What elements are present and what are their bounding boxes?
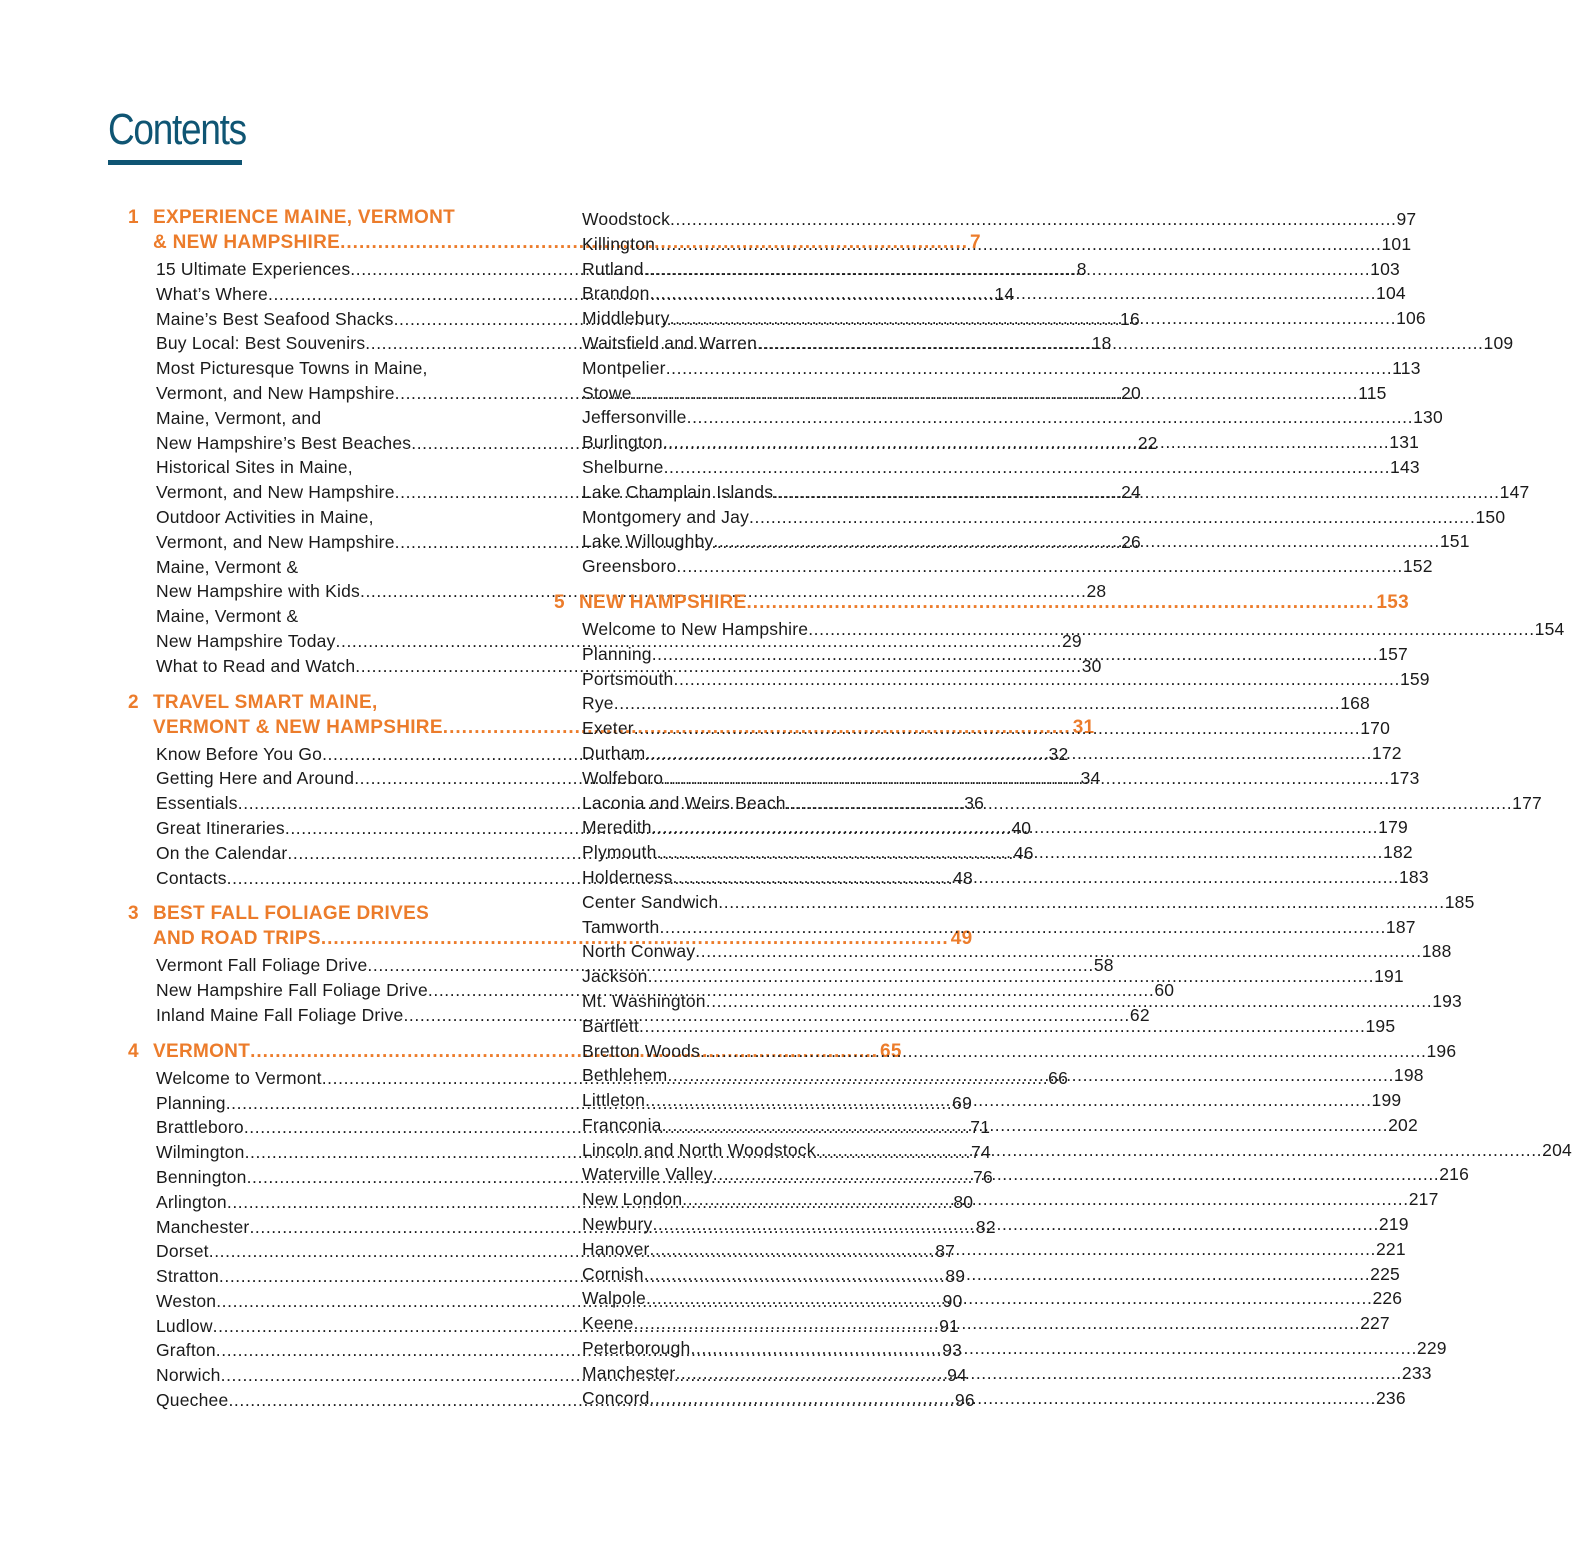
dot-leader <box>663 430 1389 455</box>
toc-entry-title: Vermont Fall Foliage Drive <box>156 955 368 976</box>
toc-entry-title: Shelburne <box>582 456 664 477</box>
toc-entry-title: Walpole <box>582 1288 646 1309</box>
toc-entry[interactable] <box>582 405 1443 430</box>
toc-entry-title: Franconia <box>582 1114 662 1135</box>
toc-page-number: 101 <box>1381 233 1412 254</box>
toc-page-number: 143 <box>1390 456 1420 477</box>
dot-leader <box>718 890 1444 915</box>
toc-page-number: 69 <box>952 1092 973 1113</box>
toc-entry-line <box>156 356 500 381</box>
toc-entry-line <box>582 667 1430 692</box>
dot-leader <box>786 791 1512 816</box>
toc-page-number: 183 <box>1398 866 1429 887</box>
toc-page-number: 76 <box>973 1166 993 1187</box>
chapter-title-text: BEST FALL FOLIAGE DRIVES <box>153 903 430 925</box>
toc-page-number: 26 <box>1121 531 1141 552</box>
toc-entry[interactable] <box>582 207 1417 232</box>
chapter-title-text: TRAVEL SMART MAINE, <box>153 691 378 713</box>
toc-page-number: 87 <box>935 1241 956 1262</box>
chapter-page-number: 153 <box>1376 591 1410 613</box>
toc-entry-title: Manchester <box>156 1216 250 1237</box>
chapter-number: 2 <box>128 691 139 713</box>
dot-leader <box>773 480 1499 505</box>
toc-page-number: 170 <box>1360 718 1391 739</box>
toc-entry-title: Bethlehem <box>582 1065 668 1086</box>
dot-leader <box>645 741 1371 766</box>
dot-leader <box>757 331 1483 356</box>
toc-page-number: 225 <box>1370 1263 1400 1284</box>
dot-leader <box>644 257 1370 282</box>
toc-entry-title: Weston <box>156 1290 217 1311</box>
toc-page-number: 131 <box>1389 432 1420 453</box>
toc-page-number: 29 <box>1061 630 1082 651</box>
toc-entry[interactable] <box>582 505 1506 530</box>
toc-entry-title: New Hampshire Today <box>156 630 336 651</box>
toc-entry-title: Buy Local: Best Souvenirs <box>156 333 366 354</box>
toc-entry[interactable] <box>582 232 1412 257</box>
dot-leader <box>646 1286 1372 1311</box>
toc-entry[interactable] <box>582 554 1433 579</box>
toc-entry-title: What’s Where <box>156 283 268 304</box>
toc-page-number: 233 <box>1401 1362 1432 1383</box>
toc-entry-title: Keene <box>582 1313 634 1334</box>
toc-page-number: 172 <box>1371 742 1402 763</box>
toc-entry-title: Brandon <box>582 283 650 304</box>
toc-page-number: 24 <box>1121 482 1141 503</box>
toc-entry-title: Welcome to New Hampshire <box>582 618 809 639</box>
toc-entry-title: Wolfeboro <box>582 767 664 788</box>
toc-entry-title: Brattleboro <box>156 1117 244 1138</box>
toc-page-number: 216 <box>1439 1164 1470 1185</box>
chapter-title <box>579 590 1409 615</box>
toc-entry-title: Cornish <box>582 1263 644 1284</box>
toc-entry-line <box>582 257 1400 282</box>
toc-page-number: 187 <box>1385 916 1416 937</box>
toc-page-number: 173 <box>1389 767 1420 788</box>
toc-entry-title: Welcome to Vermont <box>156 1067 322 1088</box>
dot-leader <box>650 1386 1376 1411</box>
toc-entry-title: Portsmouth <box>582 668 674 689</box>
toc-entry[interactable] <box>582 890 1475 915</box>
dot-leader <box>808 617 1534 642</box>
toc-page-number: 130 <box>1413 407 1443 428</box>
chapter-title-text: VERMONT <box>153 1040 251 1062</box>
dot-leader <box>663 766 1389 791</box>
chapter-number: 1 <box>128 207 139 228</box>
toc-page-number: 104 <box>1376 283 1406 304</box>
toc-page-number: 66 <box>1048 1067 1069 1088</box>
toc-page-number: 229 <box>1416 1338 1447 1359</box>
toc-entry-title: Montgomery and Jay <box>582 506 750 527</box>
toc-page-number: 34 <box>1080 768 1101 789</box>
toc-entry-title: Contacts <box>156 867 227 888</box>
toc-entry-title: Know Before You Go <box>156 743 323 764</box>
toc-entry-title: On the Calendar <box>156 842 288 863</box>
toc-entry[interactable] <box>582 1039 1457 1064</box>
toc-entry-title: North Conway <box>582 941 696 962</box>
toc-entry-title: Jeffersonville <box>582 407 687 428</box>
dot-leader <box>664 455 1390 480</box>
toc-page-number: 103 <box>1370 258 1400 279</box>
dot-leader <box>676 554 1402 579</box>
toc-page-number: 113 <box>1392 357 1421 378</box>
toc-page-number: 193 <box>1432 990 1462 1011</box>
toc-page-number: 168 <box>1340 693 1370 714</box>
toc-page-number: 227 <box>1360 1313 1390 1334</box>
toc-page-number: 236 <box>1376 1387 1406 1408</box>
dot-leader <box>713 1162 1439 1187</box>
toc-entry-title: Stratton <box>156 1266 219 1287</box>
toc-page-number: 91 <box>939 1315 959 1336</box>
toc-entry-line <box>582 890 1475 915</box>
toc-page-number: 157 <box>1378 643 1408 664</box>
toc-page-number: 152 <box>1402 556 1433 577</box>
chapter-title-text: EXPERIENCE MAINE, VERMONT <box>153 207 456 228</box>
toc-entry-title: Bartlett <box>582 1015 640 1036</box>
toc-entry-title: Planning <box>156 1092 226 1113</box>
toc-page-number: 150 <box>1475 506 1506 527</box>
toc-page-number: 28 <box>1086 581 1107 602</box>
toc-entry[interactable] <box>582 455 1420 480</box>
chapter-title-line <box>579 590 1409 615</box>
toc-entry-line <box>582 554 1433 579</box>
toc-page-number: 196 <box>1426 1040 1457 1061</box>
dot-leader <box>747 590 1375 615</box>
toc-entry-title: Essentials <box>156 793 238 814</box>
toc-entry-line <box>156 579 1107 604</box>
toc-entry-title: Lake Champlain Islands <box>582 481 774 502</box>
toc-page-number: 226 <box>1372 1288 1403 1309</box>
dot-leader <box>632 381 1358 406</box>
dot-leader <box>673 865 1399 890</box>
toc-page-number: 202 <box>1388 1114 1418 1135</box>
toc-page-number: 179 <box>1378 817 1408 838</box>
toc-page-number: 188 <box>1421 941 1452 962</box>
toc-entry-title: Plymouth <box>582 842 657 863</box>
dot-leader <box>690 1336 1416 1361</box>
toc-page-number: 60 <box>1154 980 1175 1001</box>
toc-entry-title: Stowe <box>582 382 632 403</box>
toc-page-number: 191 <box>1374 966 1404 987</box>
toc-entry-title: Vermont, and New Hampshire <box>156 482 395 503</box>
toc-entry-title: Middlebury <box>582 308 670 329</box>
toc-entry-line <box>582 405 1443 430</box>
toc-entry-title: Grafton <box>156 1340 216 1361</box>
toc-entry[interactable] <box>582 667 1430 692</box>
toc-entry-title: Planning <box>582 643 652 664</box>
dot-leader <box>652 1212 1378 1237</box>
toc-entry-line <box>582 207 1417 232</box>
dot-leader <box>675 1361 1401 1386</box>
toc-page-number: 97 <box>1396 209 1417 229</box>
toc-entry-line <box>582 455 1420 480</box>
toc-entry-title: Most Picturesque Towns in Maine, <box>156 358 428 379</box>
toc-entry-title: Norwich <box>156 1365 221 1386</box>
toc-page-number: 221 <box>1376 1238 1406 1259</box>
toc-page-number: 147 <box>1499 481 1530 502</box>
toc-page-number: 62 <box>1129 1004 1150 1025</box>
toc-page-number: 14 <box>994 283 1015 304</box>
toc-entry-title: New Hampshire’s Best Beaches <box>156 432 412 453</box>
toc-entry-title: Waitsfield and Warren <box>582 332 758 353</box>
toc-entry-title: Center Sandwich <box>582 891 719 912</box>
toc-entry-title: Bretton Woods <box>582 1040 701 1061</box>
toc-page-number: 159 <box>1399 668 1430 689</box>
dot-leader <box>639 1014 1365 1039</box>
toc-page-number: 151 <box>1439 531 1470 552</box>
toc-page-number: 109 <box>1483 332 1514 353</box>
toc-entry-title: Maine’s Best Seafood Shacks <box>156 308 394 329</box>
chapter-page-number: 7 <box>970 232 981 253</box>
toc-entry-title: Littleton <box>582 1090 646 1111</box>
toc-entry-title: Jackson <box>582 966 648 987</box>
toc-page-number: 154 <box>1534 618 1565 639</box>
dot-leader <box>713 529 1439 554</box>
chapter-page-number: 31 <box>1072 716 1095 738</box>
toc-entry-line <box>156 555 500 580</box>
toc-entry-title: Holderness <box>582 866 673 887</box>
toc-entry-title: Ludlow <box>156 1315 213 1336</box>
title-underline <box>108 160 242 165</box>
chapter-number: 5 <box>554 591 565 613</box>
toc-page-number: 94 <box>947 1365 967 1386</box>
toc-entry-title: Rutland <box>582 258 644 279</box>
toc-entry-title: Dorset <box>156 1241 209 1262</box>
dot-leader <box>634 1311 1360 1336</box>
dot-leader <box>659 915 1385 940</box>
toc-page-number: 32 <box>1048 743 1069 764</box>
toc-page-number: 46 <box>1013 842 1034 863</box>
chapter-page-number: 65 <box>880 1040 902 1062</box>
toc-entry[interactable] <box>582 356 1421 381</box>
toc-page-number: 177 <box>1512 792 1542 813</box>
page-title: Contents <box>108 105 246 154</box>
toc-page-number: 82 <box>975 1216 996 1237</box>
toc-entry-title: What to Read and Watch <box>156 655 356 676</box>
toc-entry-title: Outdoor Activities in Maine, <box>156 506 374 527</box>
toc-entry-title: New Hampshire Fall Foliage Drive <box>156 980 428 1001</box>
toc-page-number: 18 <box>1091 333 1112 354</box>
toc-entry-title: Mt. Washington <box>582 990 706 1011</box>
page-title-block <box>108 100 272 160</box>
toc-entry-title: Quechee <box>156 1390 229 1411</box>
toc-entry-title: Concord <box>582 1387 650 1408</box>
toc-page-number: 8 <box>1076 259 1087 279</box>
toc-page-number: 182 <box>1383 842 1413 863</box>
toc-page-number: 80 <box>953 1191 974 1212</box>
chapter-number: 4 <box>128 1040 139 1062</box>
toc-entry-title: Wilmington <box>156 1142 245 1163</box>
dot-leader <box>816 1138 1542 1163</box>
toc-page-number: 195 <box>1365 1015 1396 1036</box>
toc-page-number: 74 <box>971 1142 991 1163</box>
toc-page-number: 40 <box>1011 817 1032 838</box>
dot-leader <box>706 989 1432 1014</box>
toc-entry-title: Tamworth <box>582 916 660 937</box>
toc-page-number: 89 <box>945 1266 966 1287</box>
toc-page-number: 199 <box>1371 1090 1402 1111</box>
toc-page-number: 58 <box>1093 955 1114 976</box>
toc-entry-title: 15 Ultimate Experiences <box>156 259 351 279</box>
toc-entry-title: Maine, Vermont & <box>156 556 299 577</box>
dot-leader <box>670 207 1396 232</box>
toc-entry-title: Killington <box>582 233 656 254</box>
dot-leader <box>682 1187 1408 1212</box>
dot-leader <box>634 716 1360 741</box>
toc-page-number: 16 <box>1120 308 1140 329</box>
toc-page-number: 198 <box>1393 1065 1424 1086</box>
toc-page-number: 30 <box>1081 655 1102 676</box>
toc-page-number: 115 <box>1358 382 1387 403</box>
dot-leader <box>644 1262 1370 1287</box>
toc-entry-line <box>156 406 500 431</box>
toc-page-number: 93 <box>942 1340 963 1361</box>
toc-entry-title: Greensboro <box>582 556 677 577</box>
toc-page-number: 217 <box>1408 1189 1439 1210</box>
toc-entry-title: Newbury <box>582 1214 653 1235</box>
dot-leader <box>655 232 1381 257</box>
dot-leader <box>670 306 1396 331</box>
toc-entry-line <box>582 505 1506 530</box>
dot-leader <box>648 964 1374 989</box>
toc-page-number: 90 <box>942 1290 963 1311</box>
dot-leader <box>749 505 1475 530</box>
dot-leader <box>666 356 1392 381</box>
toc-entry-line <box>156 455 500 480</box>
toc-entry-line <box>156 604 500 629</box>
toc-entry-title: Getting Here and Around <box>156 768 355 789</box>
chapter-number: 3 <box>128 903 139 925</box>
toc-page-number: 204 <box>1542 1139 1572 1160</box>
toc-entry-title: Laconia and Weirs Beach <box>582 792 786 813</box>
toc-entry-title: Arlington <box>156 1191 227 1212</box>
toc-entry-title: Inland Maine Fall Foliage Drive <box>156 1004 404 1025</box>
toc-page-number: 219 <box>1378 1214 1409 1235</box>
toc-page-number: 96 <box>954 1390 975 1411</box>
dot-leader <box>657 840 1383 865</box>
toc-entry-title: Maine, Vermont & <box>156 606 299 627</box>
toc-entry-title: Lincoln and North Woodstock <box>582 1139 816 1160</box>
toc-entry-line <box>156 505 500 530</box>
toc-entry-title: Historical Sites in Maine, <box>156 457 353 478</box>
toc-entry-title: Waterville Valley <box>582 1164 713 1185</box>
chapter-title-text: NEW HAMPSHIRE <box>579 591 747 613</box>
toc-entry-title: Manchester <box>582 1362 676 1383</box>
toc-entry-line <box>582 691 1370 716</box>
dot-leader <box>695 939 1421 964</box>
chapter-title-text: AND ROAD TRIPS <box>153 928 321 950</box>
toc-entry-line <box>582 1039 1457 1064</box>
toc-entry-title: Vermont, and New Hampshire <box>156 531 395 552</box>
chapter-page-number: 49 <box>950 928 973 950</box>
dot-leader <box>667 1063 1393 1088</box>
dot-leader <box>652 815 1378 840</box>
toc-page-number: 71 <box>970 1117 991 1138</box>
toc-page-number: 20 <box>1121 382 1141 403</box>
toc-entry-title: Great Itineraries <box>156 817 285 838</box>
toc-entry-title: Bennington <box>156 1166 247 1187</box>
dot-leader <box>673 667 1399 692</box>
chapter-title-text: VERMONT & NEW HAMPSHIRE <box>153 716 443 738</box>
chapter-title-text: & NEW HAMPSHIRE <box>153 232 341 253</box>
toc-entry-title: Woodstock <box>582 209 671 229</box>
toc-entry-title: Rye <box>582 693 614 714</box>
toc-entry-title: Vermont, and New Hampshire <box>156 382 395 403</box>
toc-entry-title: New London <box>582 1189 683 1210</box>
toc-entry-title: Hanover <box>582 1238 650 1259</box>
toc-page-number: 36 <box>964 793 985 814</box>
dot-leader <box>700 1039 1426 1064</box>
toc-entry[interactable] <box>582 257 1400 282</box>
toc-page-number: 22 <box>1137 432 1158 453</box>
toc-entry-title: Maine, Vermont, and <box>156 407 322 428</box>
dot-leader <box>687 405 1413 430</box>
toc-entry[interactable] <box>582 691 1370 716</box>
toc-entry-title: Burlington <box>582 432 663 453</box>
dot-leader <box>614 691 1340 716</box>
toc-entry-title: Peterborough <box>582 1338 691 1359</box>
toc-entry-line <box>582 232 1412 257</box>
toc-entry-title: New Hampshire with Kids <box>156 581 360 602</box>
toc-entry-title: Montpelier <box>582 357 666 378</box>
toc-entry-title: Exeter <box>582 718 634 739</box>
dot-leader <box>650 1237 1376 1262</box>
dot-leader <box>662 1113 1388 1138</box>
toc-page-number: 185 <box>1444 891 1475 912</box>
toc-entry-title: Durham <box>582 742 646 763</box>
toc-entry-line <box>582 356 1421 381</box>
dot-leader <box>650 281 1376 306</box>
toc-entry-title: Lake Willoughby <box>582 531 714 552</box>
toc-page-number: 106 <box>1396 308 1426 329</box>
dot-leader <box>652 642 1378 667</box>
toc-page-number: 48 <box>953 867 973 888</box>
toc-entry-title: Meredith <box>582 817 652 838</box>
dot-leader <box>645 1088 1371 1113</box>
